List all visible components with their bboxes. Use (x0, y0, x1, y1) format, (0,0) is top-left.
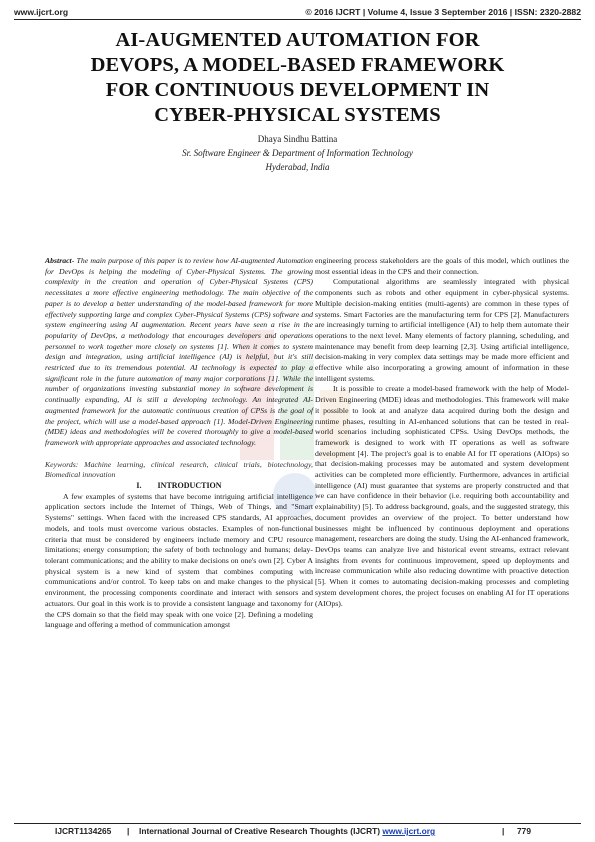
body-paragraph: A few examples of systems that have become intriguing artificial intelligence application sectors include the Internet of Things, Web of Things, and "Smart Systems" settings. When faced with the increased CPS standards, AI approaches, models, and tools must overcome various obstacles. Examples of non-functional criteria that must be considered by engineers include memory and CPU resource limitations; energy consumption; the safety of both technology and humans; delay-tolerant communications; and the ability to make decisions on one's own [2]. Cyber A physical system is a new kind of system that combines computing with communications and/or control. To keep tabs on and make changes to the physical environment, the processing components coordinate and interact with sensors and actuators. Our goal in this work is to provide a consistent language and taxonomy for the CPS domain so that the field may speak with one voice [2]. Defining a modeling language and offering a method of communication amongst (45, 491, 313, 630)
body-paragraph: Computational algorithms are seamlessly integrated with physical components such as robots and other equipment in cyber-physical systems. Multiple decision-making entities (multi-agents) are common in these types of systems. Smart Factories are the manufacturing term for CPS [2]. Manufacturers are increasingly turning to artificial intelligence (AI) to help them automate their operations to the next level. Many elements of factory planning, scheduling, and maintenance may benefit from deep learning [2,3]. Using artificial intelligence, decision-making in very complex data settings may be made more efficient and effective while also incorporating a growing amount of information in these intelligent systems. (315, 277, 569, 383)
author-block (0, 132, 595, 174)
abstract-text: - The main purpose of this paper is to review how AI-augmented Automation for DevOps is helping the modeling of Cyber-Physical Systems. The growing complexity in the creation and operation of Cyber-Physical Systems (CPS) necessitates a more effective engineering methodology. The main objective of the paper is to develop a better understanding of the model-based framework for more effectively supporting large and complex Cyber-Physical Systems (CPS) software and system engineering using AI augmentation. Recent years have seen a rise in the popularity of DevOps, a methodology that encourages developers and operations personnel to work together more closely on systems [1]. When it comes to system design and integration, using artificial intelligence (AI) is helpful, but it's still restricted due to its tremendous potential. AI technology is expected to play a significant role in the future automation of many major corporations [1]. While the number of organizations investing substantial money in software development is continually expanding, AI is still a developing technology. An integrated AI-augmented framework for the automatic continuous creation of CPSs is the goal of the project, which will use a model-based approach [1]. Model-Driven Engineering (MDE) ideas and methodologies will be covered thoroughly to give a model-based framework with appropriate approaches and associated technology. (45, 256, 313, 447)
title-line: CYBER-PHYSICAL SYSTEMS (154, 104, 441, 126)
author-affiliation: Sr. Software Engineer & Department of Information Technology (182, 148, 413, 158)
section-heading (45, 481, 313, 492)
page-number: 779 (517, 826, 531, 836)
footer-separator: | (127, 826, 130, 836)
header-volume-info: © 2016 IJCRT | Volume 4, Issue 3 September 2016 | ISSN: 2320-2882 (305, 7, 581, 17)
author-location: Hyderabad, India (265, 162, 330, 172)
title-line: FOR CONTINUOUS DEVELOPMENT IN (105, 79, 490, 101)
footer-paper-id: IJCRT1134265 (55, 826, 112, 836)
footer-divider (14, 823, 581, 824)
title-line: AI-AUGMENTED AUTOMATION FOR (115, 29, 480, 51)
abstract-label: Abstract (45, 256, 72, 265)
header-divider (14, 19, 581, 20)
page-header (14, 4, 581, 20)
abstract (45, 256, 313, 449)
section-number: I. (136, 481, 142, 491)
footer-url-link[interactable]: www.ijcrt.org (382, 826, 436, 836)
keywords: Keywords: Machine learning, clinical research, clinical trials, biotechnology, Biomedical innovation (45, 459, 313, 480)
paper-title (30, 28, 565, 128)
body-paragraph: engineering process stakeholders are the goals of this model, which outlines the most essential ideas in the CPS and their connection. (315, 256, 569, 276)
section-title: INTRODUCTION (157, 481, 222, 491)
title-line: DEVOPS, A MODEL-BASED FRAMEWORK (90, 54, 505, 76)
footer-journal-name: International Journal of Creative Research Thoughts (IJCRT) (139, 826, 381, 836)
right-column (315, 256, 569, 609)
left-column (45, 256, 313, 631)
author-name: Dhaya Sindhu Battina (257, 134, 338, 144)
footer-separator: | (502, 826, 505, 836)
footer-journal (139, 826, 435, 836)
body-paragraph: It is possible to create a model-based framework with the help of Model-Driven Engineering (MDE) ideas and methodologies. This framework will make it possible to look at and analyze data acquired during both the design and runtime phases, resulting in AI-enhanced solutions that can be tested in real-world scenarios including sophisticated CPSs. Using DevOps methods, the framework is designed to work with IT operations as well as software development [4]. The project's goal is to enable AI for IT operations (AIOps) so that decision-making processes may be automated and system development activities can be completed more efficiently. Furthermore, advances in artificial intelligence (AI) must guarantee that systems are properly constructed and that we can have confidence in their behavior (i.e. requiring both accountability and explainability) [5]. To address background, goals, and the suggested strategy, this document provides an overview of the project. To better understand how businesses might be influenced by continuous deployment and operations management, researchers are doing the study. Using the AI-enhanced framework, DevOps teams can analyze live and historical event streams, extract relevant insights from events for continuous improvement, speed up deployments and increase communication while also reducing downtime with proactive detection [5]. When it comes to automating decision-making processes and completing system development chores, the project focuses on enabling AI for IT operations (AIOps). (315, 384, 569, 608)
header-site-link[interactable]: www.ijcrt.org (14, 7, 69, 17)
